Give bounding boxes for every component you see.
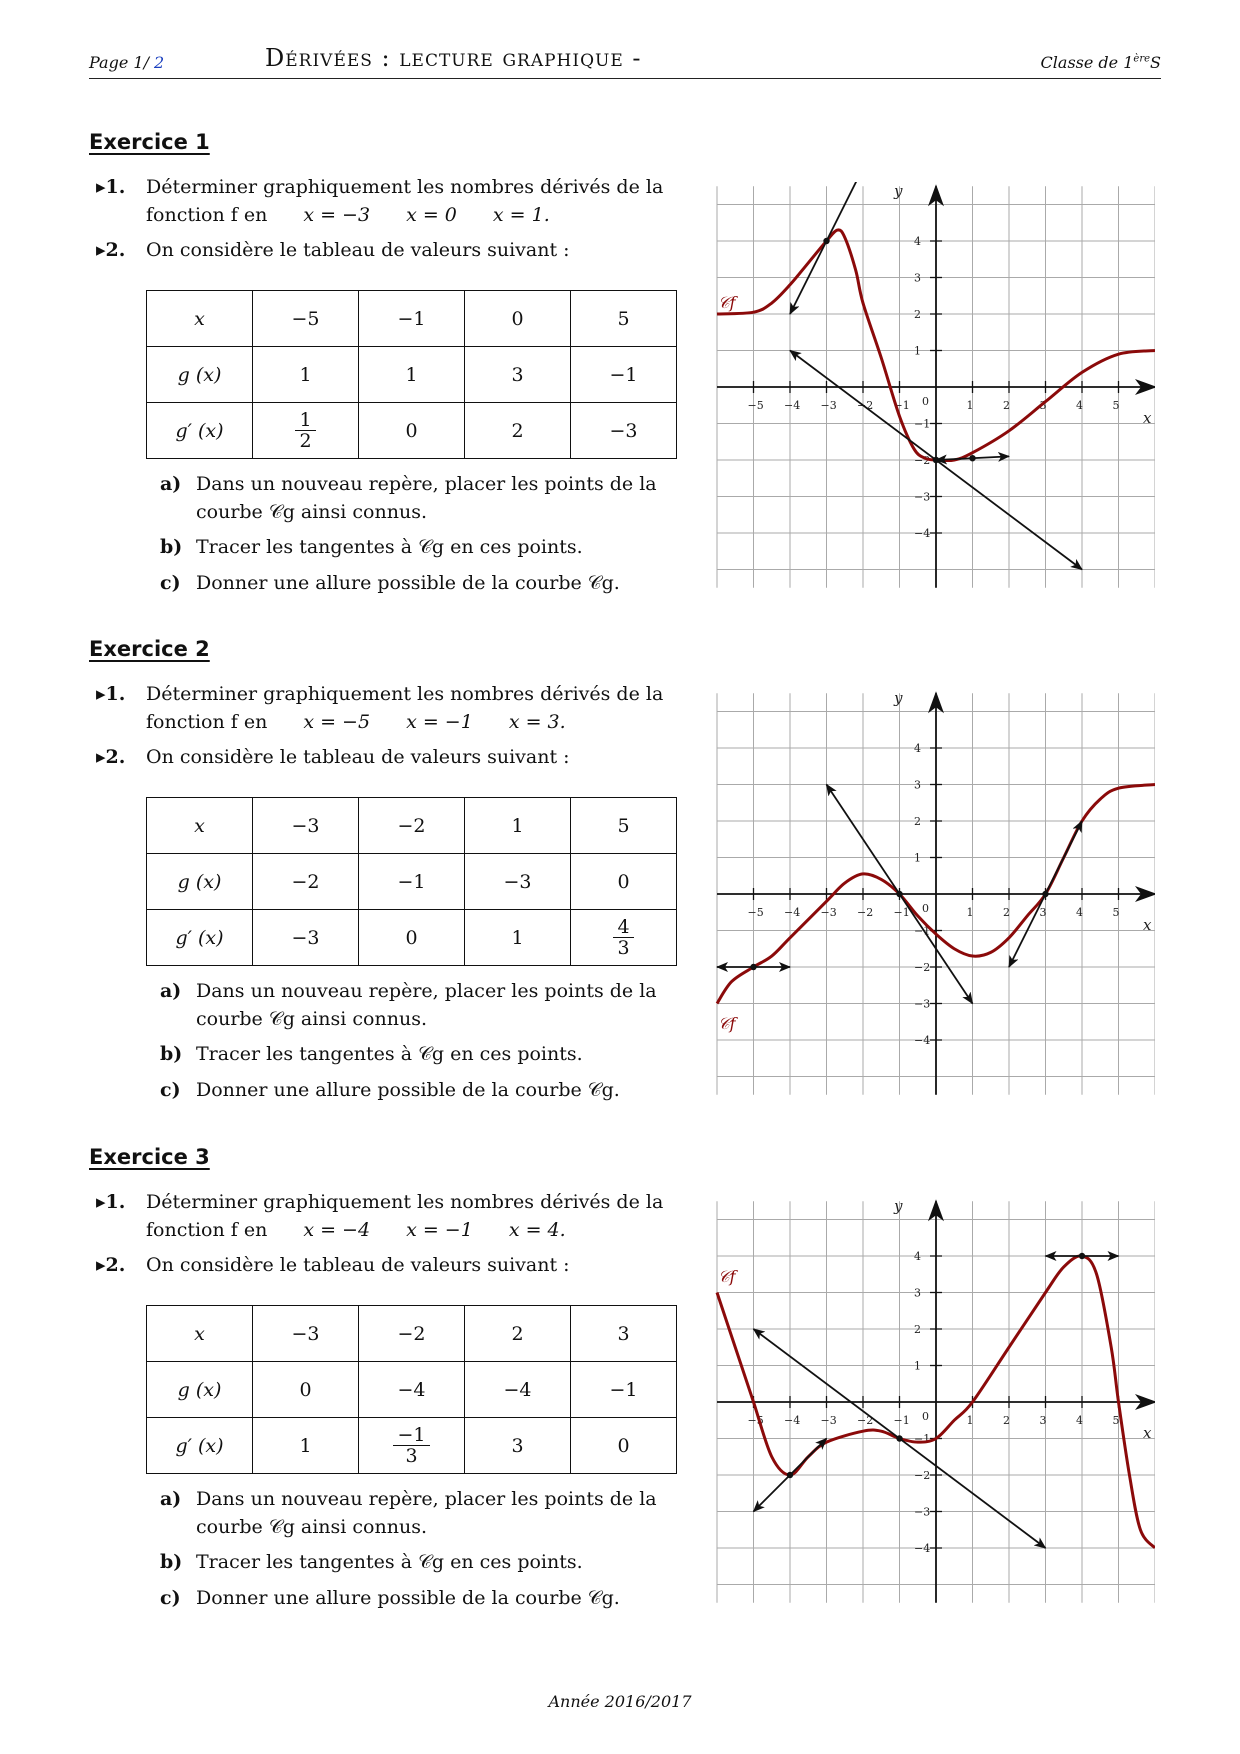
y-tick-label: 1: [914, 1359, 921, 1373]
table-cell: −2: [359, 1306, 465, 1362]
table-cell: 0: [465, 291, 571, 347]
x-tick-label: −3: [820, 906, 837, 919]
table-cell: −3: [571, 403, 677, 459]
y-tick-label: −2: [914, 1469, 931, 1482]
question-1: [96, 680, 686, 736]
x-tick-label: 1: [966, 399, 974, 412]
table-row: [147, 403, 677, 459]
origin-label: 0: [922, 1410, 929, 1423]
table-cell: −1: [359, 291, 465, 347]
question-text: Déterminer graphiquement les nombres dérivés de la: [146, 176, 664, 198]
tangent-point: [1042, 891, 1048, 897]
row-label: x: [147, 291, 253, 347]
table-cell: 3: [465, 347, 571, 403]
x-tick-label: 1: [966, 1414, 974, 1427]
row-label: g (x): [147, 347, 253, 403]
table-row: [147, 798, 677, 854]
tangent-point: [1079, 1253, 1085, 1259]
tangent-point: [750, 964, 756, 970]
table-cell: 1: [465, 910, 571, 966]
table-cell: −3: [253, 910, 359, 966]
y-tick-label: 2: [914, 815, 921, 828]
function-graph: [710, 689, 1155, 1099]
sub-text: Dans un nouveau repère, placer les points de la: [196, 1488, 657, 1510]
x-axis-label: x: [1143, 1424, 1152, 1442]
table-cell: 2: [465, 403, 571, 459]
table-cell: [359, 1418, 465, 1474]
table-cell: 3: [571, 1306, 677, 1362]
sub-text: Dans un nouveau repère, placer les points de la: [196, 473, 657, 495]
x-tick-label: −5: [747, 906, 764, 919]
sub-text: Tracer les tangentes à 𝒞g en ces points.: [196, 1551, 583, 1573]
x-tick-label: −5: [747, 1414, 764, 1427]
page-total-link[interactable]: 2: [154, 53, 165, 72]
sub-text-2: courbe 𝒞g ainsi connus.: [196, 501, 427, 523]
page-header: [89, 44, 1161, 79]
fraction-numerator: 4: [613, 917, 633, 938]
sub-question: [160, 1040, 690, 1068]
tangent-point: [823, 238, 829, 244]
exercise-title: Exercice 2: [89, 637, 210, 661]
table-cell: −3: [253, 798, 359, 854]
table-cell: 0: [571, 1418, 677, 1474]
x-tick-label: −3: [820, 1414, 837, 1427]
x-tick-label: −5: [747, 399, 764, 412]
sub-label: a): [160, 473, 182, 495]
x-tick-label: −1: [893, 906, 910, 919]
curve-label: 𝒞f: [718, 1014, 736, 1033]
x-value: x = −1: [406, 711, 473, 733]
fraction: [295, 410, 315, 451]
x-tick-label: 4: [1076, 399, 1083, 412]
x-tick-label: 5: [1112, 906, 1120, 919]
class-label: [1041, 53, 1161, 72]
x-tick-label: 3: [1039, 906, 1047, 919]
sub-text: Tracer les tangentes à 𝒞g en ces points.: [196, 536, 583, 558]
row-label: x: [147, 798, 253, 854]
exercise-title: Exercice 1: [89, 130, 210, 154]
curve-label: 𝒞f: [718, 1267, 736, 1286]
sub-question: [160, 1076, 690, 1104]
fraction: [393, 1425, 429, 1466]
x-tick-label: 3: [1039, 399, 1047, 412]
x-value: x = −4: [303, 1219, 371, 1241]
y-tick-label: −4: [914, 1034, 931, 1047]
x-tick-label: 1: [966, 906, 974, 919]
y-tick-label: 4: [914, 742, 921, 755]
page-footer: Année 2016/2017: [548, 1692, 692, 1711]
sub-question: [160, 977, 690, 1033]
sub-question: [160, 1548, 690, 1576]
tangent-point: [896, 891, 902, 897]
question-text-2: fonction f en: [146, 711, 268, 733]
question-number: ▸1.: [96, 1191, 126, 1213]
question-1: [96, 173, 686, 229]
table-cell: −3: [253, 1306, 359, 1362]
y-tick-label: 4: [914, 1250, 921, 1263]
table-cell: −2: [253, 854, 359, 910]
sub-question: [160, 569, 690, 597]
table-cell: 0: [359, 910, 465, 966]
question-number: ▸2.: [96, 239, 126, 261]
table-cell: 1: [253, 1418, 359, 1474]
table-cell: −4: [359, 1362, 465, 1418]
sub-label: c): [160, 1079, 181, 1101]
sub-question: [160, 1584, 690, 1612]
y-axis-label: y: [894, 689, 903, 707]
sub-label: a): [160, 980, 182, 1002]
x-tick-label: −4: [784, 399, 801, 412]
table-cell: 0: [571, 854, 677, 910]
sub-text-2: courbe 𝒞g ainsi connus.: [196, 1008, 427, 1030]
question-2: [96, 236, 686, 264]
fraction: [613, 917, 633, 958]
question-text: Déterminer graphiquement les nombres dérivés de la: [146, 683, 664, 705]
sub-question: [160, 533, 690, 561]
table-cell: −3: [465, 854, 571, 910]
table-row: [147, 1418, 677, 1474]
table-cell: 0: [253, 1362, 359, 1418]
table-cell: 1: [253, 347, 359, 403]
x-value: x = 4.: [508, 1219, 566, 1241]
class-prefix: Classe de 1: [1040, 53, 1134, 72]
y-tick-label: 3: [914, 778, 921, 792]
fraction-denominator: 2: [299, 430, 312, 452]
x-tick-label: 2: [1003, 1414, 1010, 1427]
table-row: [147, 1306, 677, 1362]
row-label: g′ (x): [147, 910, 253, 966]
table-cell: 5: [571, 798, 677, 854]
x-tick-label: 4: [1076, 1414, 1083, 1427]
sub-label: c): [160, 1587, 181, 1609]
question-line-2: [96, 708, 686, 736]
fraction-denominator: 3: [405, 1445, 418, 1467]
class-suffix: S: [1150, 53, 1161, 72]
table-cell: −1: [359, 854, 465, 910]
sub-text: Donner une allure possible de la courbe 𝒞g.: [196, 1079, 620, 1101]
x-value: x = −5: [303, 711, 371, 733]
table-cell: −1: [571, 1362, 677, 1418]
tangent-point: [933, 457, 939, 463]
x-tick-label: 2: [1003, 906, 1010, 919]
table-row: [147, 910, 677, 966]
table-row: [147, 291, 677, 347]
y-tick-label: 3: [914, 271, 921, 285]
sub-label: b): [160, 1551, 183, 1573]
question-number: ▸2.: [96, 1254, 126, 1276]
question-2: [96, 1251, 686, 1279]
origin-label: 0: [922, 902, 929, 915]
sub-text: Dans un nouveau repère, placer les points de la: [196, 980, 657, 1002]
x-tick-label: −4: [784, 1414, 801, 1427]
x-tick-label: 3: [1039, 1414, 1047, 1427]
sub-label: a): [160, 1488, 182, 1510]
question-text-2: fonction f en: [146, 1219, 268, 1241]
x-value: x = 1.: [492, 204, 550, 226]
table-cell: 2: [465, 1306, 571, 1362]
y-tick-label: −4: [914, 527, 931, 540]
x-tick-label: −2: [857, 399, 874, 412]
sub-text: Donner une allure possible de la courbe 𝒞g.: [196, 1587, 620, 1609]
question-number: ▸1.: [96, 176, 126, 198]
sub-question: [160, 470, 690, 526]
x-value: x = −3: [303, 204, 371, 226]
table-row: [147, 854, 677, 910]
row-label: g′ (x): [147, 403, 253, 459]
question-text: Déterminer graphiquement les nombres dérivés de la: [146, 1191, 664, 1213]
x-axis-label: x: [1143, 916, 1152, 934]
x-tick-label: 4: [1076, 906, 1083, 919]
page-number: [89, 53, 164, 72]
table-cell: −1: [571, 347, 677, 403]
page-prefix: Page 1/: [89, 53, 155, 72]
tangent-point: [969, 455, 975, 461]
table-cell: −2: [359, 798, 465, 854]
sub-label: c): [160, 572, 181, 594]
x-tick-label: −4: [784, 906, 801, 919]
y-tick-label: 1: [914, 851, 921, 865]
question-1: [96, 1188, 686, 1244]
y-tick-label: −3: [914, 997, 931, 1011]
y-tick-label: −2: [914, 454, 931, 467]
y-tick-label: 4: [914, 235, 921, 248]
x-value: x = 3.: [508, 711, 566, 733]
fraction-denominator: 3: [617, 937, 630, 959]
curve-label: 𝒞f: [718, 293, 736, 312]
sub-label: b): [160, 1043, 183, 1065]
x-value: x = 0: [406, 204, 457, 226]
x-value: x = −1: [406, 1219, 473, 1241]
x-tick-label: −2: [857, 1414, 874, 1427]
table-cell: 1: [359, 347, 465, 403]
y-tick-label: 3: [914, 1286, 921, 1300]
y-tick-label: −2: [914, 961, 931, 974]
y-tick-label: −1: [914, 1432, 931, 1446]
table-cell: −5: [253, 291, 359, 347]
question-line-2: [96, 1216, 686, 1244]
function-graph: [710, 1197, 1155, 1607]
question-text: On considère le tableau de valeurs suivant :: [146, 1254, 570, 1276]
sub-text-2: courbe 𝒞g ainsi connus.: [196, 1516, 427, 1538]
x-tick-label: −3: [820, 399, 837, 412]
question-text: On considère le tableau de valeurs suivant :: [146, 239, 570, 261]
table-row: [147, 1362, 677, 1418]
table-cell: −4: [465, 1362, 571, 1418]
y-tick-label: 2: [914, 1323, 921, 1336]
class-sup: ère: [1133, 53, 1151, 65]
x-tick-label: 5: [1112, 399, 1120, 412]
function-graph: [710, 182, 1155, 592]
graph-svg: [710, 689, 1155, 1099]
y-tick-label: 1: [914, 344, 921, 358]
table-cell: 3: [465, 1418, 571, 1474]
graph-svg: [710, 182, 1155, 592]
fraction-numerator: 1: [295, 410, 315, 431]
row-label: g (x): [147, 1362, 253, 1418]
document-title: Dérivées : lecture graphique -: [265, 44, 642, 72]
x-tick-label: −2: [857, 906, 874, 919]
fraction-numerator: −1: [393, 1425, 429, 1446]
origin-label: 0: [922, 395, 929, 408]
sub-text: Tracer les tangentes à 𝒞g en ces points.: [196, 1043, 583, 1065]
table-cell: [571, 910, 677, 966]
y-tick-label: 2: [914, 308, 921, 321]
table-row: [147, 347, 677, 403]
table-cell: 0: [359, 403, 465, 459]
x-axis-label: x: [1143, 409, 1152, 427]
question-2: [96, 743, 686, 771]
graph-svg: [710, 1197, 1155, 1607]
tangent-point: [787, 1472, 793, 1478]
y-tick-label: −1: [914, 417, 931, 431]
question-number: ▸2.: [96, 746, 126, 768]
x-tick-label: −1: [893, 1414, 910, 1427]
table-cell: 5: [571, 291, 677, 347]
sub-text: Donner une allure possible de la courbe 𝒞g.: [196, 572, 620, 594]
x-tick-label: −1: [893, 399, 910, 412]
table-cell: [253, 403, 359, 459]
y-axis-label: y: [894, 182, 903, 200]
table-cell: 1: [465, 798, 571, 854]
tangent-point: [896, 1435, 902, 1441]
row-label: g′ (x): [147, 1418, 253, 1474]
question-line-2: [96, 201, 686, 229]
values-table: [146, 290, 677, 459]
row-label: x: [147, 1306, 253, 1362]
y-tick-label: −4: [914, 1542, 931, 1555]
exercise-title: Exercice 3: [89, 1145, 210, 1169]
y-axis-label: y: [894, 1197, 903, 1215]
sub-question: [160, 1485, 690, 1541]
x-tick-label: 5: [1112, 1414, 1120, 1427]
y-tick-label: −3: [914, 1505, 931, 1519]
values-table: [146, 797, 677, 966]
row-label: g (x): [147, 854, 253, 910]
y-tick-label: −3: [914, 490, 931, 504]
question-text: On considère le tableau de valeurs suivant :: [146, 746, 570, 768]
x-tick-label: 2: [1003, 399, 1010, 412]
question-number: ▸1.: [96, 683, 126, 705]
question-text-2: fonction f en: [146, 204, 268, 226]
values-table: [146, 1305, 677, 1474]
sub-label: b): [160, 536, 183, 558]
y-tick-label: −1: [914, 924, 931, 938]
